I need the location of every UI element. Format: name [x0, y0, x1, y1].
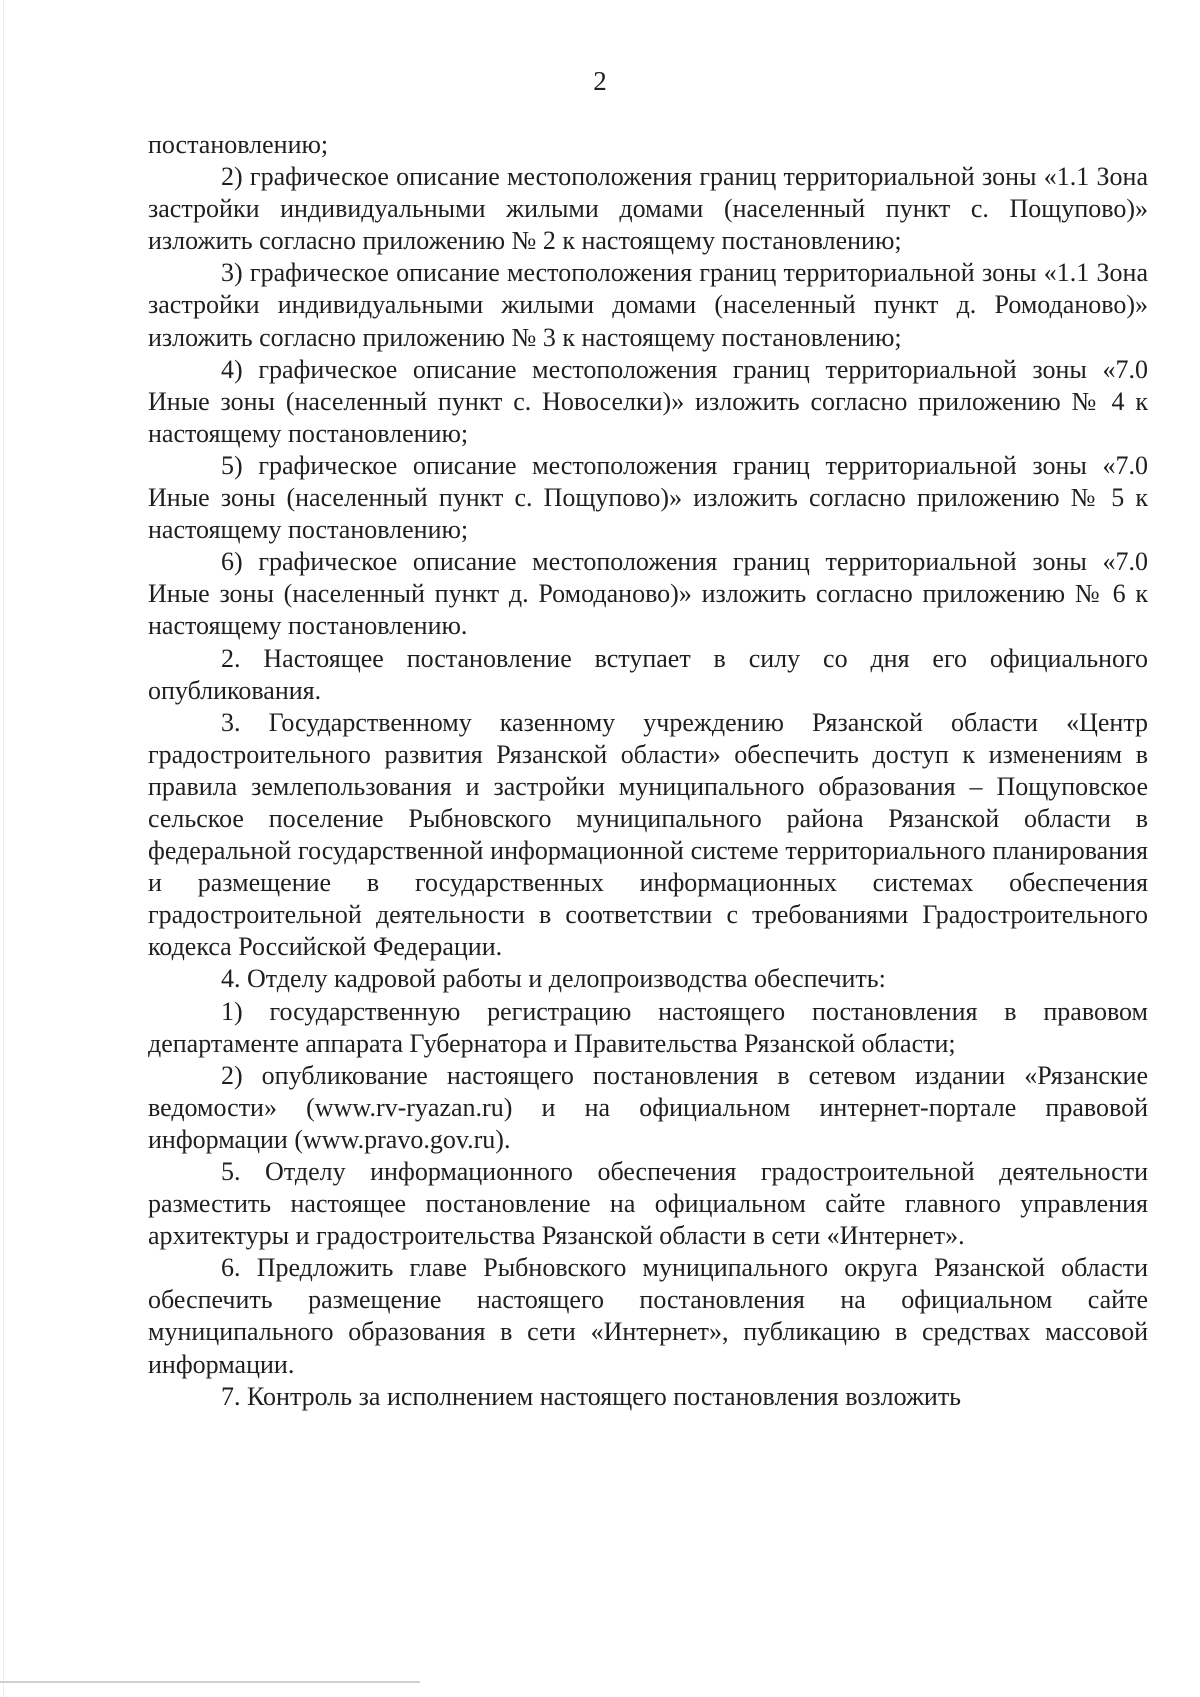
- scan-bottom-line: [0, 1681, 420, 1683]
- paragraph-item-2: 2) графическое описание местоположения границ территориальной зоны «1.1 Зона застройки индивидуальными жилыми домами (населенный пункт с. Пощупово)» изложить согласно приложению № 2 к настоящему постановлению;: [148, 162, 1148, 256]
- document-body: [148, 129, 1148, 1413]
- paragraph-clause-2: 2. Настоящее постановление вступает в силу со дня его официального опубликования.: [148, 643, 1148, 705]
- paragraph-item-6: 6) графическое описание местоположения границ территориальной зоны «7.0 Иные зоны (населенный пункт д. Ромоданово)» изложить согласно приложению № 6 к настоящему постановлению.: [148, 547, 1148, 641]
- paragraph-clause-4: 4. Отделу кадровой работы и делопроизводства обеспечить:: [221, 964, 886, 994]
- paragraph-item-3: 3) графическое описание местоположения границ территориальной зоны «1.1 Зона застройки индивидуальными жилыми домами (населенный пункт д. Ромоданово)» изложить согласно приложению № 3 к настоящему постановлению;: [148, 258, 1148, 352]
- paragraph-clause-7: 7. Контроль за исполнением настоящего постановления возложить: [221, 1381, 962, 1411]
- paragraph-item-4: 4) графическое описание местоположения границ территориальной зоны «7.0 Иные зоны (населенный пункт с. Новоселки)» изложить согласно приложению № 4 к настоящему постановлению;: [148, 354, 1148, 448]
- paragraph-continuation: постановлению;: [148, 130, 329, 159]
- paragraph-clause-3: 3. Государственному казенному учреждению Рязанской области «Центр градостроительного развития Рязанской области» обеспечить доступ к изменениям в правила землепользования и застройки муниципального образования – Пощуповское сельское поселение Рыбновского муниципального района Рязанской области в федеральной государственной информационной системе территориального планирования и размещение в государственных информационных системах обеспечения градостроительной деятельности в соответствии с требованиями Градостроительного кодекса Российской Федерации.: [148, 707, 1148, 962]
- paragraph-clause-4-item-1: 1) государственную регистрацию настоящего постановления в правовом департаменте аппарата Губернатора и Правительства Рязанской области;: [148, 996, 1148, 1058]
- scan-edge-line: [3, 0, 4, 1697]
- paragraph-clause-6: 6. Предложить главе Рыбновского муниципального округа Рязанской области обеспечить размещение настоящего постановления на официальном сайте муниципального образования в сети «Интернет», публикацию в средствах массовой информации.: [148, 1253, 1148, 1379]
- paragraph-item-5: 5) графическое описание местоположения границ территориальной зоны «7.0 Иные зоны (населенный пункт с. Пощупово)» изложить согласно приложению № 5 к настоящему постановлению;: [148, 450, 1148, 545]
- paragraph-clause-5: 5. Отделу информационного обеспечения градостроительной деятельности разместить настоящее постановление на официальном сайте главного управления архитектуры и градостроительства Рязанской области в сети «Интернет».: [148, 1157, 1148, 1251]
- page-number: 2: [593, 66, 607, 96]
- paragraph-clause-4-item-2: 2) опубликование настоящего постановления в сетевом издании «Рязанские ведомости» (www.rv-ryazan.ru) и на официальном интернет-портале правовой информации (www.pravo.gov.ru).: [148, 1060, 1148, 1154]
